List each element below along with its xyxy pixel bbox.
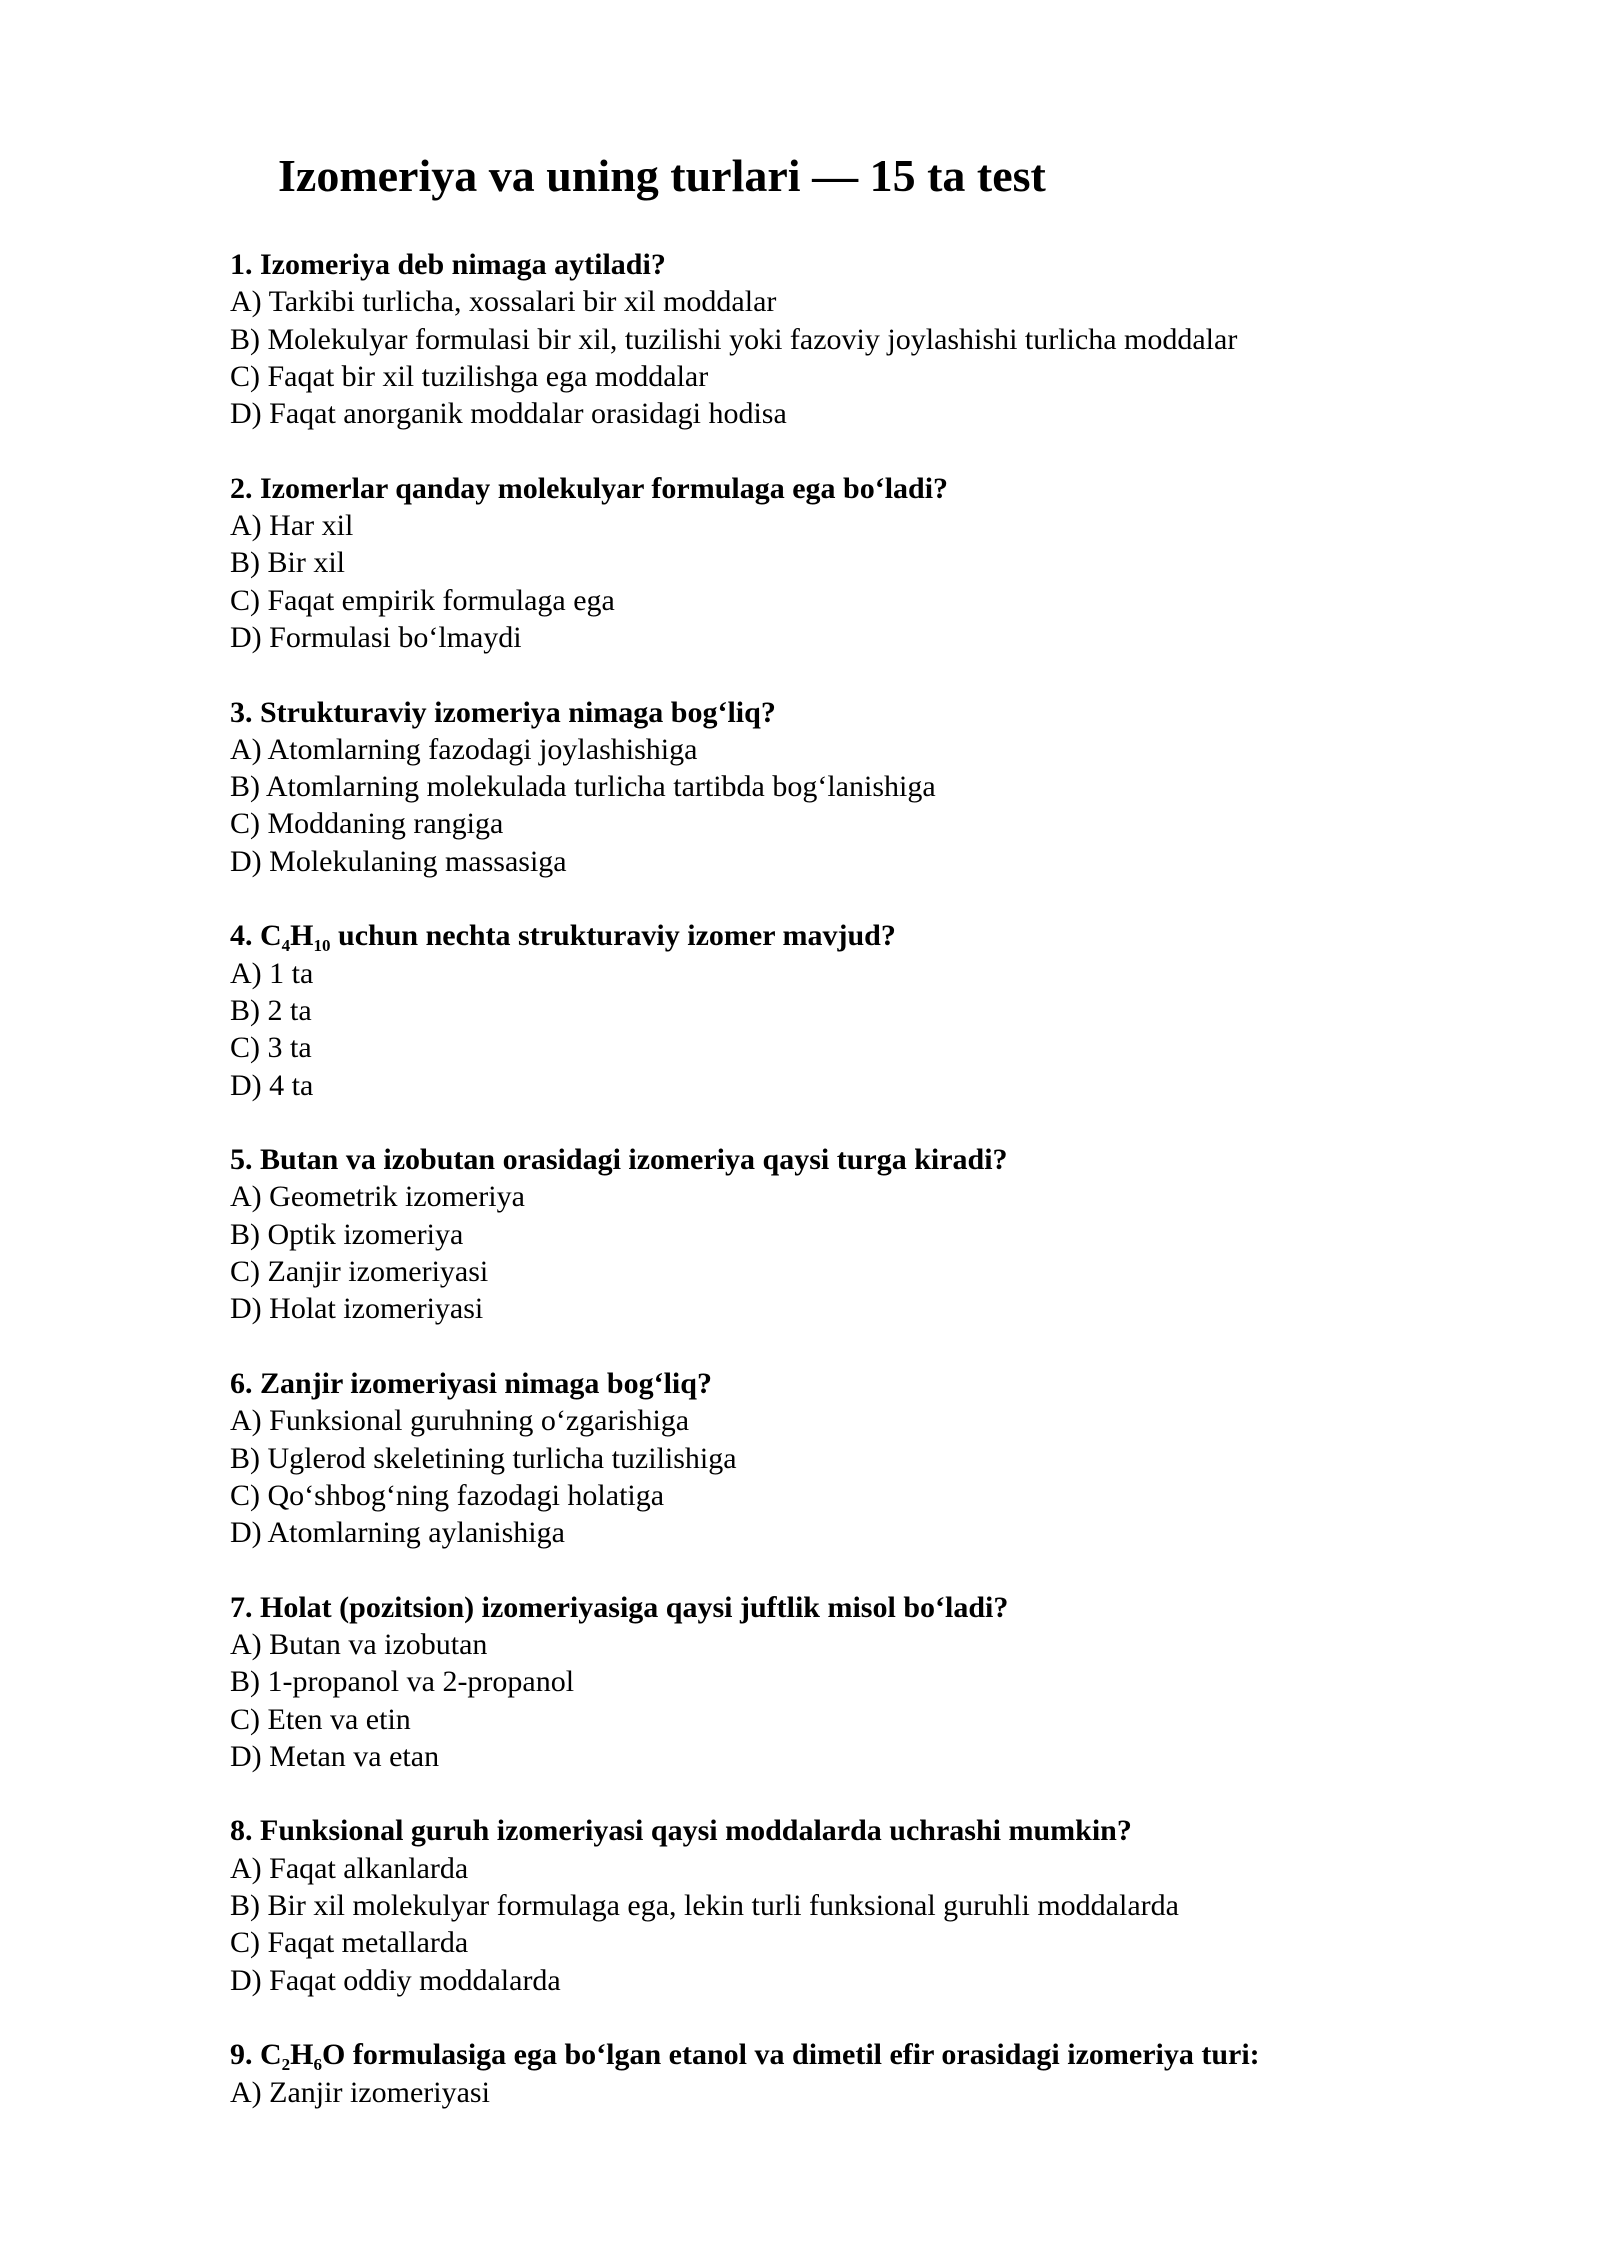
question-text-mid: H: [290, 2038, 314, 2072]
document-title: Izomeriya va uning turlari — 15 ta test: [278, 150, 1046, 201]
answer-option-b: B) Bir xil: [230, 546, 346, 580]
question-text-mid: H: [290, 919, 314, 953]
question-text: [230, 917, 1530, 954]
question-text-suffix: uchun nechta strukturaviy izomer mavjud?: [330, 919, 896, 953]
question-text: [230, 2036, 1530, 2073]
formula-subscript: 4: [281, 936, 291, 956]
answer-option-c: C) Faqat metallarda: [230, 1926, 469, 1960]
answer-option-a: A) Atomlarning fazodagi joylashishiga: [230, 732, 698, 766]
question-text: 7. Holat (pozitsion) izomeriyasiga qaysi juftlik misol bo‘ladi?: [230, 1590, 1009, 1624]
formula-subscript: 2: [281, 2055, 291, 2075]
answer-option-a: A) Butan va izobutan: [230, 1627, 488, 1661]
question-text: 1. Izomeriya deb nimaga aytiladi?: [230, 248, 666, 281]
answer-option-d: D) Atomlarning aylanishiga: [230, 1516, 565, 1550]
question-6: [230, 1365, 1530, 1551]
answer-option-d: D) Formulasi bo‘lmaydi: [230, 620, 522, 654]
formula-subscript: 6: [313, 2055, 323, 2075]
question-text: 8. Funksional guruh izomeriyasi qaysi moddalarda uchrashi mumkin?: [230, 1814, 1132, 1848]
answer-option-b: B) Optik izomeriya: [230, 1217, 464, 1251]
answer-option-d: D) Faqat anorganik moddalar orasidagi hodisa: [230, 397, 787, 431]
answer-option-b: B) Bir xil molekulyar formulaga ega, lekin turli funksional guruhli moddalarda: [230, 1889, 1179, 1923]
question-1: [230, 246, 1530, 432]
question-text-prefix: 4. C: [230, 919, 282, 953]
question-text: 3. Strukturaviy izomeriya nimaga bog‘liq?: [230, 695, 776, 729]
answer-option-a: A) Geometrik izomeriya: [230, 1180, 525, 1214]
answer-option-a: A) Tarkibi turlicha, xossalari bir xil moddalar: [230, 285, 777, 319]
question-3: [230, 694, 1530, 880]
question-list: [230, 246, 1530, 2148]
answer-option-b: B) Uglerod skeletining turlicha tuzilishiga: [230, 1441, 737, 1475]
question-5: [230, 1141, 1530, 1327]
answer-option-d: D) Holat izomeriyasi: [230, 1292, 484, 1326]
question-9: [230, 2036, 1530, 2111]
question-text: 5. Butan va izobutan orasidagi izomeriya qaysi turga kiradi?: [230, 1143, 1008, 1177]
answer-option-d: D) Metan va etan: [230, 1739, 440, 1773]
answer-option-d: D) 4 ta: [230, 1068, 314, 1102]
answer-option-c: C) Qo‘shbog‘ning fazodagi holatiga: [230, 1478, 665, 1512]
question-7: [230, 1589, 1530, 1775]
answer-option-c: C) 3 ta: [230, 1031, 312, 1065]
question-text: 2. Izomerlar qanday molekulyar formulaga ega bo‘ladi?: [230, 471, 949, 505]
answer-option-a: A) Zanjir izomeriyasi: [230, 2075, 490, 2109]
answer-option-a: A) 1 ta: [230, 956, 314, 990]
question-text-prefix: 9. C: [230, 2038, 282, 2072]
answer-option-b: B) 1-propanol va 2-propanol: [230, 1665, 575, 1699]
answer-option-a: A) Har xil: [230, 509, 354, 543]
answer-option-c: C) Faqat bir xil tuzilishga ega moddalar: [230, 359, 709, 393]
question-2: [230, 470, 1530, 656]
answer-option-b: B) Molekulyar formulasi bir xil, tuzilishi yoki fazoviy joylashishi turlicha moddalar: [230, 322, 1238, 356]
answer-option-a: A) Faqat alkanlarda: [230, 1851, 469, 1885]
answer-option-a: A) Funksional guruhning o‘zgarishiga: [230, 1404, 690, 1438]
question-8: [230, 1812, 1530, 1998]
answer-option-b: B) 2 ta: [230, 993, 312, 1027]
question-text: 6. Zanjir izomeriyasi nimaga bog‘liq?: [230, 1366, 712, 1400]
question-text-suffix: O formulasiga ega bo‘lgan etanol va dimetil efir orasidagi izomeriya turi:: [322, 2038, 1260, 2072]
question-4: [230, 917, 1530, 1103]
answer-option-c: C) Faqat empirik formulaga ega: [230, 583, 615, 617]
answer-option-c: C) Moddaning rangiga: [230, 807, 504, 841]
answer-option-d: D) Molekulaning massasiga: [230, 844, 567, 878]
answer-option-c: C) Eten va etin: [230, 1702, 411, 1736]
answer-option-d: D) Faqat oddiy moddalarda: [230, 1963, 561, 1997]
answer-option-b: B) Atomlarning molekulada turlicha tartibda bog‘lanishiga: [230, 770, 936, 804]
formula-subscript: 10: [313, 936, 331, 956]
answer-option-c: C) Zanjir izomeriyasi: [230, 1255, 489, 1289]
